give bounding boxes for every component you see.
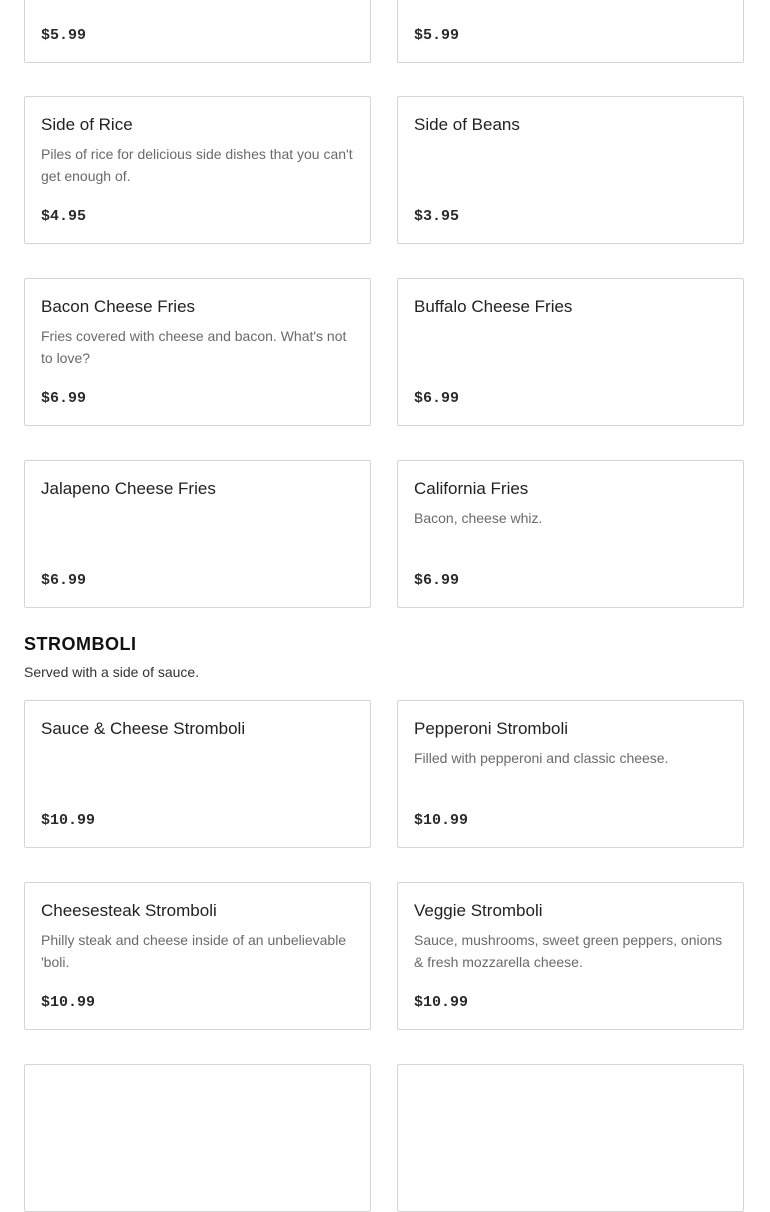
menu-item-jalapeno-cheese-fries[interactable] (24, 460, 371, 608)
menu-item-card[interactable] (397, 1064, 744, 1212)
menu-item-bacon-cheese-fries[interactable] (24, 278, 371, 426)
item-name: California Fries (414, 479, 529, 498)
menu-item-card[interactable] (24, 0, 371, 63)
item-name: Pepperoni Stromboli (414, 719, 569, 738)
menu-item-card[interactable] (397, 0, 744, 63)
menu-item-california-fries[interactable] (397, 460, 744, 608)
menu-item-side-of-rice[interactable] (24, 96, 371, 244)
item-name: Side of Rice (41, 115, 133, 134)
item-price: $6.99 (414, 390, 460, 407)
section-title: STROMBOLI (24, 634, 137, 654)
item-price: $6.99 (41, 572, 87, 589)
item-description: Philly steak and cheese inside of an unbelievable 'boli. (41, 932, 347, 970)
menu-item-veggie-stromboli[interactable] (397, 882, 744, 1030)
item-name: Side of Beans (414, 115, 520, 134)
item-price: $5.99 (41, 27, 87, 44)
item-description: Fries covered with cheese and bacon. What's not to love? (41, 328, 347, 366)
item-name: Jalapeno Cheese Fries (41, 479, 216, 498)
menu-item-side-of-beans[interactable] (397, 96, 744, 244)
menu-item-pepperoni-stromboli[interactable] (397, 700, 744, 848)
item-price: $10.99 (41, 994, 96, 1011)
item-price: $10.99 (414, 812, 469, 829)
item-name: Sauce & Cheese Stromboli (41, 719, 246, 738)
item-description: Sauce, mushrooms, sweet green peppers, onions & fresh mozzarella cheese. (414, 932, 723, 970)
menu-item-sauce-cheese-stromboli[interactable] (24, 700, 371, 848)
item-price: $6.99 (414, 572, 460, 589)
item-price: $10.99 (41, 812, 96, 829)
menu-item-card[interactable] (24, 1064, 371, 1212)
item-name: Buffalo Cheese Fries (414, 297, 573, 316)
item-description: Filled with pepperoni and classic cheese. (414, 750, 669, 766)
item-description: Piles of rice for delicious side dishes that you can't get enough of. (41, 146, 353, 184)
item-price: $5.99 (414, 27, 460, 44)
item-price: $4.95 (41, 208, 87, 225)
item-name: Bacon Cheese Fries (41, 297, 196, 316)
item-name: Veggie Stromboli (414, 901, 543, 920)
section-description: Served with a side of sauce. (24, 664, 200, 680)
item-price: $6.99 (41, 390, 87, 407)
item-description: Bacon, cheese whiz. (414, 510, 543, 526)
menu-item-cheesesteak-stromboli[interactable] (24, 882, 371, 1030)
item-price: $10.99 (414, 994, 469, 1011)
menu-item-buffalo-cheese-fries[interactable] (397, 278, 744, 426)
item-price: $3.95 (414, 208, 460, 225)
item-name: Cheesesteak Stromboli (41, 901, 217, 920)
